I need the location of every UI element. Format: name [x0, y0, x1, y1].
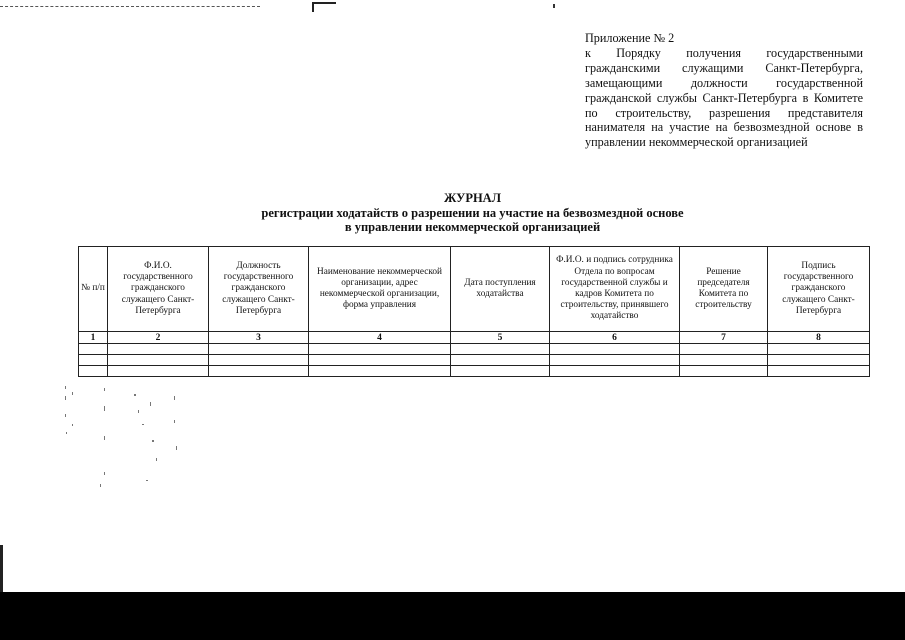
column-number: 6	[550, 332, 680, 344]
header-cell-organization: Наименование некоммерческой организации, адрес некоммерческой организации, форма управления	[309, 247, 451, 332]
header-cell-signature: Подпись государственного гражданского служащего Санкт-Петербурга	[768, 247, 870, 332]
scan-artifact-line	[0, 6, 260, 8]
table-cell	[309, 366, 451, 377]
table-cell	[79, 355, 108, 366]
journal-title: ЖУРНАЛ	[443, 191, 502, 205]
appendix-title: Приложение № 2	[585, 31, 675, 45]
table-cell	[309, 355, 451, 366]
column-number: 7	[680, 332, 768, 344]
column-number: 4	[309, 332, 451, 344]
appendix-text: к Порядку получения государственными гражданскими служащими Санкт-Петербурга, замещающими должности государственной гражданской службы Санкт-Петербурга в Комитете по строительству, разрешения представителя нанимателя на участие на безвозмездной основе в управлении некоммерческой организацией	[585, 45, 863, 150]
table-cell	[680, 366, 768, 377]
scan-edge	[0, 545, 3, 593]
header-cell-position: Должность государственного гражданского служащего Санкт-Петербурга	[209, 247, 309, 332]
table-cell	[768, 355, 870, 366]
table-row	[79, 366, 870, 377]
table-cell	[209, 344, 309, 355]
column-number-row	[79, 332, 870, 344]
header-cell-number: № п/п	[79, 247, 108, 332]
table-row	[79, 344, 870, 355]
column-number: 1	[79, 332, 108, 344]
table-cell	[209, 366, 309, 377]
table-cell	[550, 366, 680, 377]
column-number: 3	[209, 332, 309, 344]
table-cell	[768, 366, 870, 377]
journal-subtitle-line2: в управлении некоммерческой организацией	[344, 220, 601, 234]
appendix-block	[585, 31, 863, 150]
column-number: 8	[768, 332, 870, 344]
header-cell-receiver: Ф.И.О. и подпись сотрудника Отдела по вопросам государственной службы и кадров Комитета по строительству, принявшего ходатайство	[550, 247, 680, 332]
table-cell	[550, 355, 680, 366]
scan-artifact-mark	[312, 2, 336, 12]
table-cell	[108, 344, 209, 355]
header-cell-decision: Решение председателя Комитета по строительству	[680, 247, 768, 332]
column-number: 2	[108, 332, 209, 344]
header-cell-receipt-date: Дата поступления ходатайства	[451, 247, 550, 332]
table-header-row	[79, 247, 870, 332]
table-cell	[768, 344, 870, 355]
journal-table	[78, 246, 870, 377]
table-cell	[79, 344, 108, 355]
table-cell	[451, 366, 550, 377]
table-cell	[550, 344, 680, 355]
scan-noise	[60, 384, 200, 504]
scan-bottom-bar	[0, 592, 905, 640]
table-cell	[451, 344, 550, 355]
table-cell	[680, 344, 768, 355]
table-cell	[108, 355, 209, 366]
table-row	[79, 355, 870, 366]
column-number: 5	[451, 332, 550, 344]
table-cell	[451, 355, 550, 366]
table-cell	[309, 344, 451, 355]
table-cell	[108, 366, 209, 377]
table-cell	[209, 355, 309, 366]
table-cell	[680, 355, 768, 366]
journal-subtitle-line1: регистрации ходатайств о разрешении на участие на безвозмездной основе	[261, 206, 684, 220]
header-cell-full-name: Ф.И.О. государственного гражданского служащего Санкт-Петербурга	[108, 247, 209, 332]
scan-artifact-dot	[553, 4, 555, 8]
table-cell	[79, 366, 108, 377]
